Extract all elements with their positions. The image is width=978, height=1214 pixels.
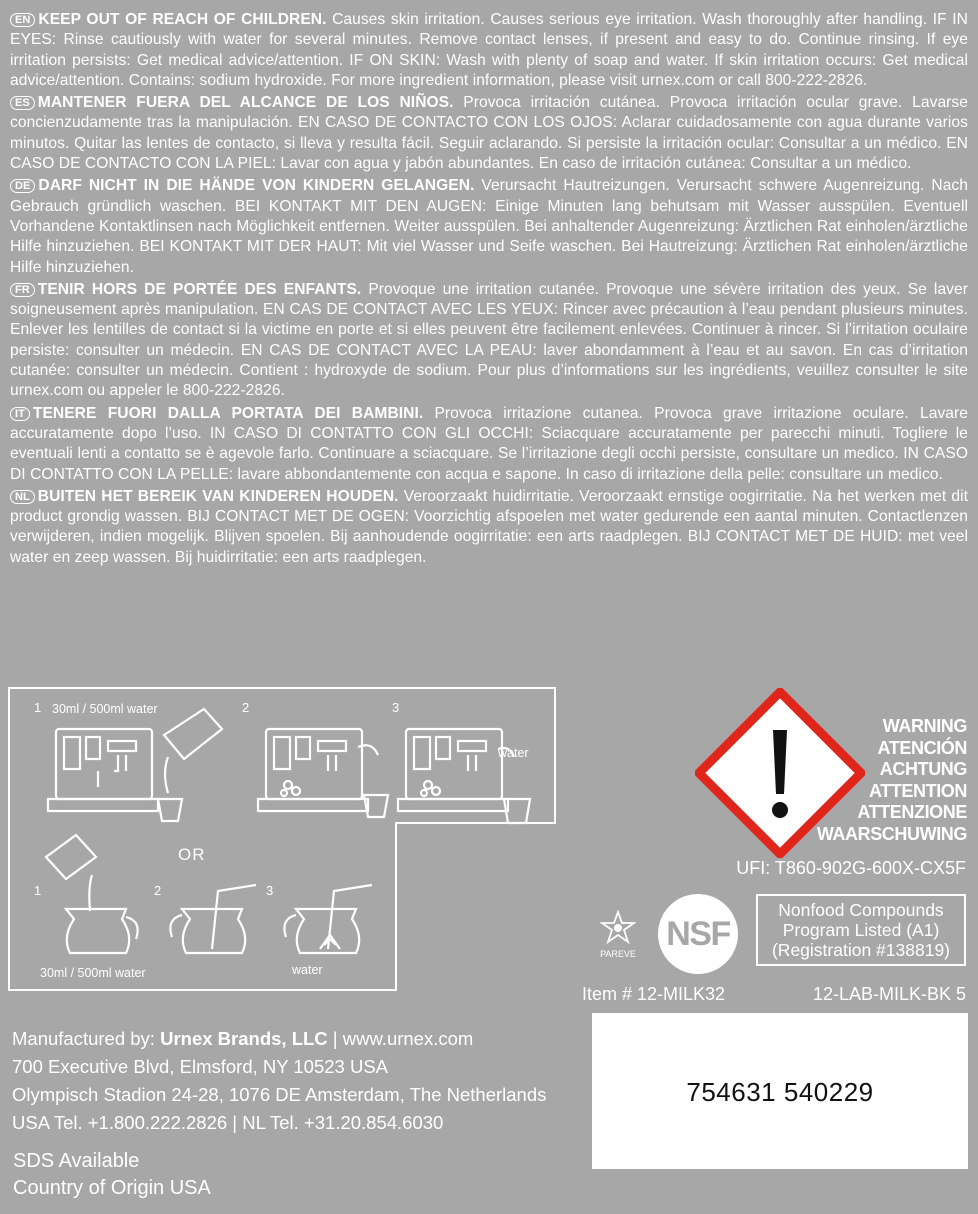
step-label: 30ml / 500ml water — [52, 702, 158, 716]
warning-body: Veroorzaakt huidirritatie. Veroorzaakt ernstige oogirritatie. Na het werken met dit product grondig wassen. BIJ CONTACT MET DE OGEN: Voorzichtig afspoelen met water gedurende een aantal minuten. Contactlenzen verwijderen, indien mogelijk. Blijven spoelen. Bij aanhoudende oogirritatie: een arts raadplegen. BIJ CONTACT MET DE HUID: met veel water en zeep wassen. Bij huidirritatie: een arts raadplegen. — [10, 487, 969, 566]
milk-pitcher-icon — [284, 885, 372, 953]
manufacturer-address-us: 700 Executive Blvd, Elmsford, NY 10523 USA — [12, 1056, 389, 1077]
manufacturer-phones: USA Tel. +1.800.222.2826 | NL Tel. +31.20.854.6030 — [12, 1112, 444, 1133]
manufacturer-info — [12, 1025, 546, 1137]
kosher-star-icon — [600, 910, 636, 946]
warning-body: Provoque une irritation cutanée. Provoque une sévère irritation des yeux. Se laver soigneusement après manipulation. EN CAS DE CONTACT AVEC LES YEUX: Rincer avec précaution à l’eau pendant plusieurs minutes. Enlever les lentilles de contact si la victime en porte et si elles peuvent être facilement enlevées. Continuer à rincer. Si l’irritation oculaire persiste: consulter un médecin. EN CAS DE CONTACT AVEC LA PEAU: laver abondamment à l’eau et au savon. En cas d’irritation cutanée: consulter un médecin. Contient : hydroxyde de sodium. Pour plus d’informations sur les ingrédients, veuillez consulter le site urnex.com ou appeler le 800-222-2826. — [10, 280, 968, 400]
warning-en — [10, 10, 968, 91]
step-number: 1 — [34, 883, 42, 898]
nsf-logo: NSF — [658, 894, 738, 974]
signal-word: WARNING — [882, 716, 967, 736]
warning-body: Verursacht Hautreizungen. Verursacht schwere Augenreizung. Nach Gebrauch gründlich waschen. BEI KONTAKT MIT DEN AUGEN: Einige Minuten lang behutsam mit Wasser ausspülen. Eventuell Vorhandene Kontaktlinsen nach Möglichkeit entfernen. Weiter ausspülen. Bei anhaltender Augenreizung: Ärztlichen Rat einholen/ärztliche Hilfe hinzuziehen. BEI KONTAKT MIT DER HAUT: Mit viel Wasser und Seife waschen. Bei Hautreizung: Ärztlichen Rat einholen/ärztliche Hilfe hinzuziehen. — [10, 177, 968, 276]
sds-available: SDS Available — [13, 1150, 140, 1172]
lang-badge: EN — [10, 13, 35, 27]
warning-heading: MANTENER FUERA DEL ALCANCE DE LOS NIÑOS. — [37, 94, 454, 112]
manufacturer-web: | www.urnex.com — [327, 1028, 474, 1049]
pareve-label: PAREVE — [600, 949, 636, 959]
warning-body: Causes skin irritation. Causes serious eye irritation. Wash thoroughly after handling. IF IN EYES: Rinse cautiously with water for several minutes. Remove contact lenses, if present and easy to do. Continue rinsing. If eye irritation persists: Get medical advice/attention. IF ON SKIN: Wash with plenty of soap and water. If skin irritation occurs: Get medical advice/attention. Contains: sodium hydroxide. For more ingredient information, please visit urnex.com or call 800-222-2826. — [10, 11, 968, 89]
step-label: water — [498, 746, 529, 760]
warning-de — [10, 176, 968, 277]
step-label: water — [292, 963, 323, 977]
espresso-machine-icon — [48, 729, 158, 811]
barcode-number: 754631 540229 — [686, 1077, 874, 1107]
lang-badge: DE — [10, 179, 35, 193]
country-of-origin: Country of Origin USA — [13, 1177, 211, 1199]
pouch-pour-icon — [46, 835, 96, 911]
warning-body: Provoca irritazione cutanea. Provoca grave irritazione oculare. Lavare accuratamente dopo l’uso. IN CASO DI CONTATTO CON GLI OCCHI: Sciacquare accuratamente per parecchi minuti. Togliere le eventuali lenti a contatto se è agevole farlo. Continuare a sciacquare. Se l’irritazione degli occhi persiste, consultare un medico. IN CASO DI CONTATTO CON LA PELLE: lavare abbondantemente con acqua e sapone. In caso di irritazione della pelle: consultare un medico. — [10, 404, 968, 483]
lang-badge: IT — [10, 407, 30, 421]
warnings-section — [10, 10, 968, 570]
warning-it — [10, 404, 968, 485]
item-number: Item # 12-MILK32 — [582, 984, 726, 1004]
or-label: OR — [178, 845, 206, 864]
nonfood-line: (Registration #138819) — [771, 940, 951, 960]
exclamation-dot — [772, 802, 788, 818]
step-number: 1 — [34, 700, 42, 715]
barcode-panel — [592, 1013, 968, 1169]
manufacturer-company: Urnex Brands, LLC — [160, 1028, 328, 1049]
usage-instructions — [8, 687, 556, 991]
step-number: 2 — [154, 883, 162, 898]
ufi-code: UFI: T860-902G-600X-CX5F — [736, 858, 966, 878]
nonfood-line: Nonfood Compounds — [778, 900, 944, 920]
warning-heading: TENERE FUORI DALLA PORTATA DEI BAMBINI. — [32, 404, 424, 422]
signal-word: WAARSCHUWING — [816, 823, 967, 844]
instructions-illustration — [8, 687, 556, 991]
milk-pitcher-icon — [66, 909, 138, 953]
pouch-pour-icon — [158, 709, 222, 821]
hazard-signal-words — [817, 716, 967, 845]
espresso-machine-icon — [398, 729, 530, 823]
warning-es — [10, 93, 968, 174]
pareve-mark — [598, 910, 638, 959]
lang-badge: ES — [10, 96, 35, 110]
warning-heading: BUITEN HET BEREIK VAN KINDEREN HOUDEN. — [37, 487, 399, 505]
warning-fr — [10, 280, 968, 402]
warning-nl — [10, 487, 968, 568]
sds-origin — [13, 1148, 211, 1202]
milk-pitcher-icon — [170, 885, 256, 953]
lang-badge: FR — [10, 283, 35, 297]
step-label: 30ml / 500ml water — [40, 966, 146, 980]
step-number: 3 — [392, 700, 400, 715]
lab-code: 12-LAB-MILK-BK 5 — [812, 984, 966, 1004]
signal-word: ACHTUNG — [879, 759, 967, 779]
signal-word: ATTENZIONE — [857, 802, 967, 822]
manufacturer-address-nl: Olympisch Stadion 24-28, 1076 DE Amsterdam, The Netherlands — [12, 1084, 547, 1105]
nonfood-compounds-box — [756, 894, 966, 966]
warning-body: Provoca irritación cutánea. Provoca irritación ocular grave. Lavarse concienzudamente tras la manipulación. EN CASO DE CONTACTO CON LOS OJOS: Aclarar cuidadosamente con agua durante varios minutos. Quitar las lentes de contacto, si lleva y resulta fácil. Seguir aclarando. Si persiste la irritación ocular: Consultar a un médico. EN CASO DE CONTACTO CON LA PIEL: Lavar con agua y jabón abundantes. En caso de irritación cutánea: Consultar a un médico. — [10, 94, 968, 173]
warning-heading: TENIR HORS DE PORTÉE DES ENFANTS. — [37, 280, 362, 298]
espresso-machine-icon — [258, 729, 388, 817]
warning-heading: DARF NICHT IN DIE HÄNDE VON KINDERN GELANGEN. — [38, 177, 475, 195]
signal-word: ATENCIÓN — [877, 737, 967, 758]
nonfood-line: Program Listed (A1) — [782, 920, 940, 940]
lang-badge: NL — [10, 490, 35, 504]
step-number: 3 — [266, 883, 274, 898]
step-number: 2 — [242, 700, 250, 715]
manufacturer-prefix: Manufactured by: — [12, 1028, 161, 1049]
signal-word: ATTENTION — [868, 780, 967, 801]
warning-heading: KEEP OUT OF REACH OF CHILDREN. — [38, 11, 327, 28]
instructions-frame — [9, 688, 555, 990]
